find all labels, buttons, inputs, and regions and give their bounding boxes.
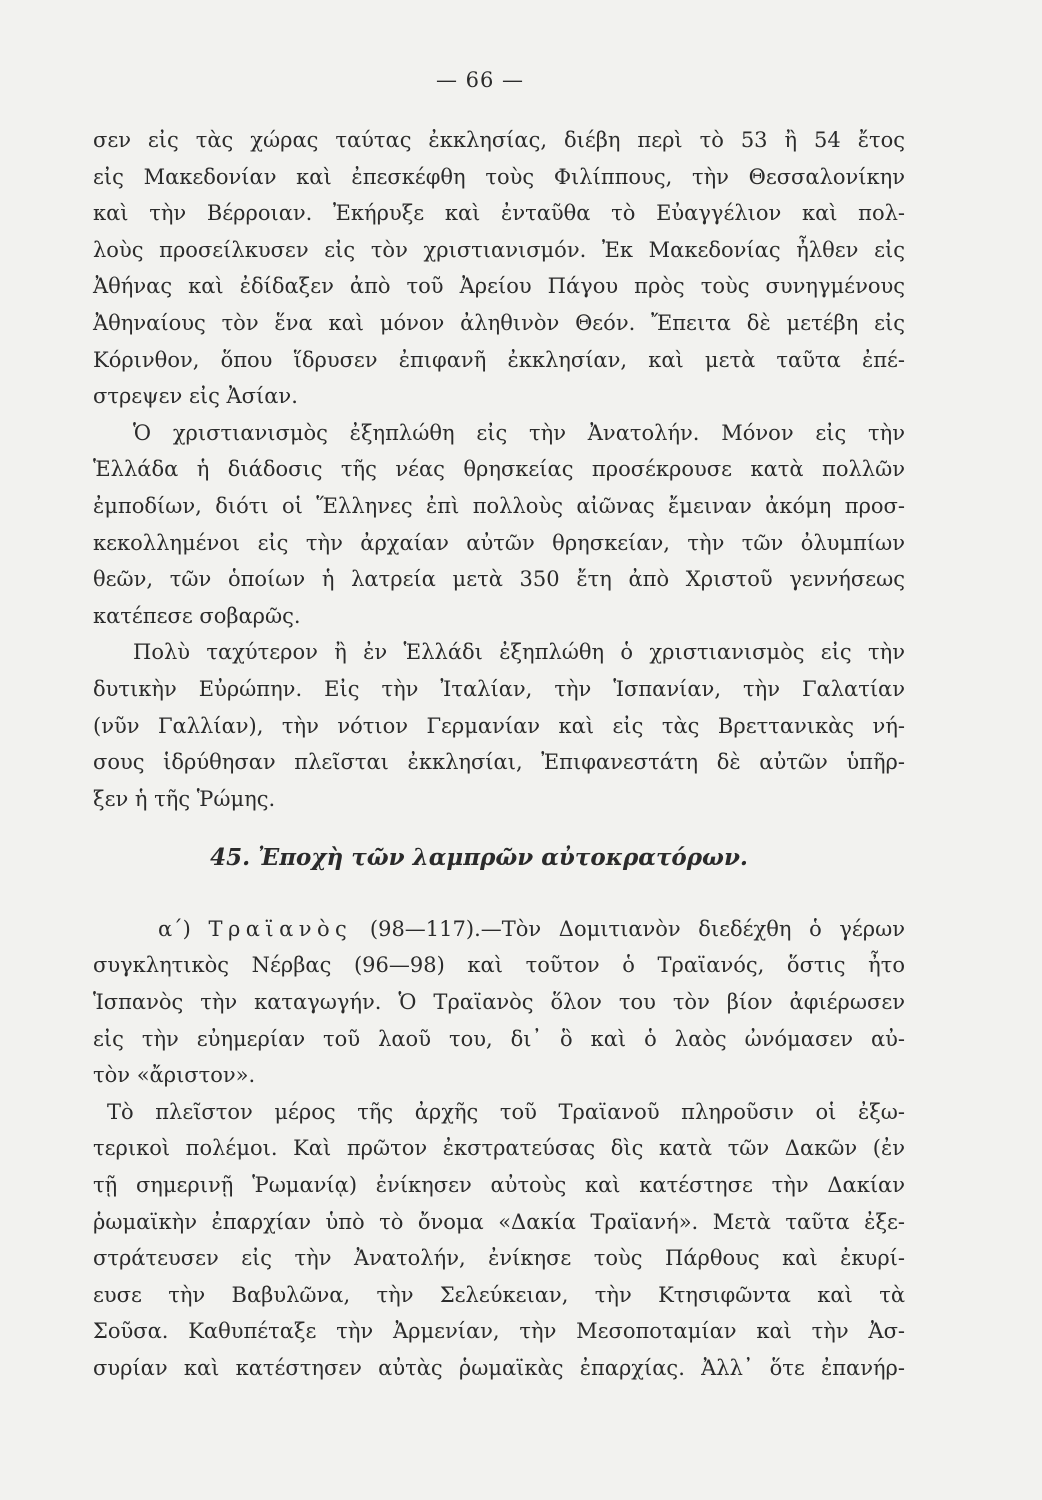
page-body [93, 122, 905, 1387]
text-line: ἐμποδίων, διότι οἱ Ἕλληνες ἐπὶ πολλοὺς αἰῶνας ἔμειναν ἀκόμη προσ- [93, 493, 905, 518]
text-line: ξεν ἡ τῆς Ῥώμης. [93, 786, 276, 811]
text-line: Ὁ χριστιανισμὸς ἐξηπλώθη εἰς τὴν Ἀνατολήν. Μόνον εἰς τὴν [133, 420, 905, 445]
emperor-name: Τραϊανὸς [208, 916, 353, 941]
paragraph [93, 634, 905, 817]
paragraph [93, 911, 905, 1094]
text-line: τὸν «ἄριστον». [93, 1063, 256, 1088]
text-line: σους ἱδρύθησαν πλεῖσται ἐκκλησίαι, Ἐπιφανεστάτη δὲ αὐτῶν ὑπῆρ- [93, 750, 905, 775]
text-line [93, 911, 905, 948]
text-run: (98—117).—Τὸν Δομιτιανὸν διεδέχθη ὁ γέρων [352, 916, 905, 941]
section-heading: 45. Ἐποχὴ τῶν λαμπρῶν αὐτοκρατόρων. [210, 843, 748, 871]
text-line: στράτευσεν εἰς τὴν Ἀνατολήν, ἐνίκησε τοὺς Πάρθους καὶ ἐκυρί- [93, 1246, 905, 1271]
text-line: σεν εἰς τὰς χώρας ταύτας ἐκκλησίας, διέβη περὶ τὸ 53 ἢ 54 ἔτος [93, 128, 905, 152]
text-line: Σοῦσα. Καθυπέταξε τὴν Ἀρμενίαν, τὴν Μεσοποταμίαν καὶ τὴν Ἀσ- [93, 1319, 905, 1344]
paragraph [93, 415, 905, 635]
text-line: συρίαν καὶ κατέστησεν αὐτὰς ῥωμαϊκὰς ἐπαρχίας. Ἀλλ᾽ ὅτε ἐπανήρ- [93, 1355, 905, 1380]
text-line: ῥωμαϊκὴν ἐπαρχίαν ὑπὸ τὸ ὄνομα «Δακία Τραϊανή». Μετὰ ταῦτα ἐξε- [93, 1209, 905, 1234]
section-body [93, 911, 905, 1387]
text-line: καὶ τὴν Βέρροιαν. Ἐκήρυξε καὶ ἐνταῦθα τὸ Εὐαγγέλιον καὶ πολ- [93, 201, 905, 226]
page-number: — 66 — [435, 68, 525, 92]
text-line: δυτικὴν Εὐρώπην. Εἰς τὴν Ἰταλίαν, τὴν Ἱσπανίαν, τὴν Γαλατίαν [93, 676, 905, 701]
list-marker: α΄) [158, 916, 209, 941]
text-line: Ἀθηναίους τὸν ἕνα καὶ μόνον ἀληθινὸν Θεόν. Ἔπειτα δὲ μετέβη εἰς [93, 310, 905, 335]
text-line: κεκολλημένοι εἰς τὴν ἀρχαίαν αὐτῶν θρησκείαν, τὴν τῶν ὀλυμπίων [93, 530, 905, 555]
text-line: ευσε τὴν Βαβυλῶνα, τὴν Σελεύκειαν, τὴν Κτησιφῶντα καὶ τὰ [93, 1282, 905, 1307]
text-line: Κόρινθον, ὅπου ἵδρυσεν ἐπιφανῆ ἐκκλησίαν, καὶ μετὰ ταῦτα ἐπέ- [93, 347, 905, 372]
text-line: συγκλητικὸς Νέρβας (96—98) καὶ τοῦτον ὁ Τραϊανός, ὅστις ἦτο [93, 953, 905, 978]
text-line: λοὺς προσείλκυσεν εἰς τὸν χριστιανισμόν. Ἐκ Μακεδονίας ἦλθεν εἰς [93, 237, 905, 262]
text-line: Τὸ πλεῖστον μέρος τῆς ἀρχῆς τοῦ Τραϊανοῦ πληροῦσιν οἱ ἐξω- [107, 1099, 905, 1124]
text-line: Ἀθήνας καὶ ἐδίδαξεν ἀπὸ τοῦ Ἀρείου Πάγου πρὸς τοὺς συνηγμένους [93, 274, 905, 299]
paragraph [93, 122, 905, 415]
text-line: εἰς Μακεδονίαν καὶ ἐπεσκέφθη τοὺς Φιλίππους, τὴν Θεσσαλονίκην [93, 164, 905, 189]
paragraph [93, 1094, 905, 1387]
text-line: τῇ σημερινῇ Ῥωμανίᾳ) ἐνίκησεν αὐτοὺς καὶ κατέστησε τὴν Δακίαν [93, 1173, 905, 1198]
text-line: εἰς τὴν εὐημερίαν τοῦ λαοῦ του, δι᾽ ὃ καὶ ὁ λαὸς ὠνόμασεν αὐ- [93, 1026, 905, 1051]
text-line: Ἱσπανὸς τὴν καταγωγήν. Ὁ Τραϊανὸς ὅλον του τὸν βίον ἀφιέρωσεν [93, 990, 905, 1015]
text-line: θεῶν, τῶν ὁποίων ἡ λατρεία μετὰ 350 ἔτη ἀπὸ Χριστοῦ γεννήσεως [93, 567, 905, 592]
text-line: τερικοὶ πολέμοι. Καὶ πρῶτον ἐκστρατεύσας δὶς κατὰ τῶν Δακῶν (ἐν [93, 1136, 905, 1161]
text-line: κατέπεσε σοβαρῶς. [93, 603, 301, 628]
text-line: (νῦν Γαλλίαν), τὴν νότιον Γερμανίαν καὶ εἰς τὰς Βρεττανικὰς νή- [93, 713, 905, 738]
text-line: στρεψεν εἰς Ἀσίαν. [93, 384, 298, 409]
text-line: Ἑλλάδα ἡ διάδοσις τῆς νέας θρησκείας προσέκρουσε κατὰ πολλῶν [93, 457, 905, 482]
text-line: Πολὺ ταχύτερον ἢ ἐν Ἑλλάδι ἐξηπλώθη ὁ χριστιανισμὸς εἰς τὴν [133, 640, 905, 665]
